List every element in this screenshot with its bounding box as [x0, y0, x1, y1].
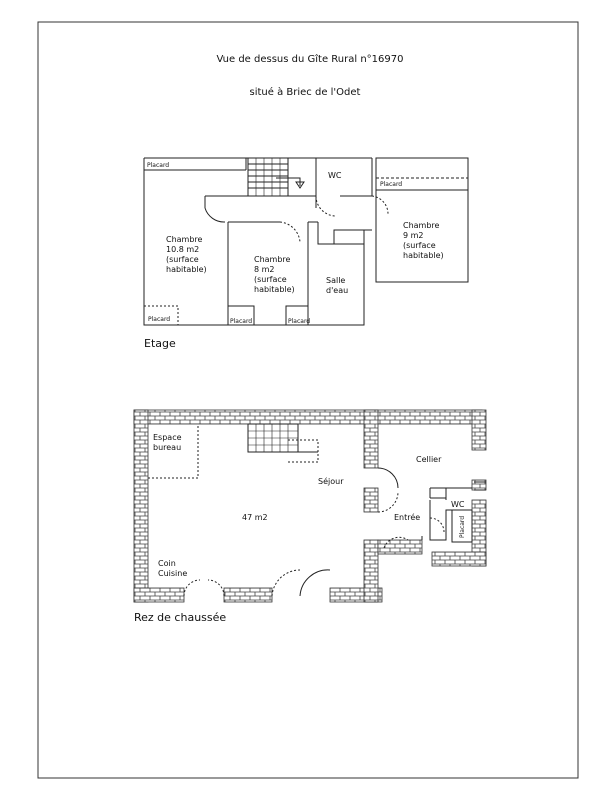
sejour-label: Séjour	[318, 477, 344, 486]
chambre-left-label	[166, 235, 207, 274]
etage-label: Etage	[144, 337, 176, 350]
chambre-right-line-2: 9 m2	[403, 231, 424, 240]
espace-line-2: bureau	[153, 443, 182, 452]
chambre-right-line-4: habitable)	[403, 251, 444, 260]
coin-line-2: Cuisine	[158, 569, 188, 578]
rdc-interior-lines	[148, 424, 486, 596]
wc-upper-label: WC	[328, 171, 342, 180]
chambre-left-line-4: habitable)	[166, 265, 207, 274]
chambre-mid-line-4: habitable)	[254, 285, 295, 294]
salle-deau-line-1: Salle	[326, 276, 346, 285]
placard-top-label: Placard	[147, 162, 170, 169]
chambre-mid-line-3: (surface	[254, 275, 287, 284]
chambre-mid-line-2: 8 m2	[254, 265, 275, 274]
salle-deau-label	[326, 276, 348, 295]
cellier-label: Cellier	[416, 455, 442, 464]
coin-cuisine-label	[158, 559, 187, 578]
etage-right-room	[376, 158, 468, 282]
rdc-label: Rez de chaussée	[134, 611, 227, 624]
surface-label: 47 m2	[242, 513, 268, 522]
placard-bl-label: Placard	[148, 316, 171, 323]
page-border	[38, 22, 578, 778]
chambre-left-line-1: Chambre	[166, 235, 203, 244]
placard-rdc-label: Placard	[459, 515, 466, 538]
chambre-left-line-2: 10.8 m2	[166, 245, 200, 254]
placard-right-label: Placard	[380, 181, 403, 188]
chambre-mid-label	[254, 255, 295, 294]
chambre-right-line-3: (surface	[403, 241, 436, 250]
placard-br-label: Placard	[288, 318, 311, 325]
salle-deau-line-2: d'eau	[326, 286, 349, 295]
chambre-right-label	[403, 221, 444, 260]
title-line-1: Vue de dessus du Gîte Rural n°16970	[216, 54, 404, 65]
coin-line-1: Coin	[158, 559, 176, 568]
title-line-2: situé à Briec de l'Odet	[249, 87, 361, 98]
entree-label: Entrée	[394, 513, 421, 522]
espace-bureau-label	[153, 433, 184, 452]
chambre-left-line-3: (surface	[166, 255, 199, 264]
wc-rdc-label: WC	[451, 500, 465, 509]
placard-bm-label: Placard	[230, 318, 253, 325]
chambre-right-line-1: Chambre	[403, 221, 440, 230]
espace-line-1: Espace	[153, 433, 182, 442]
chambre-mid-line-1: Chambre	[254, 255, 291, 264]
